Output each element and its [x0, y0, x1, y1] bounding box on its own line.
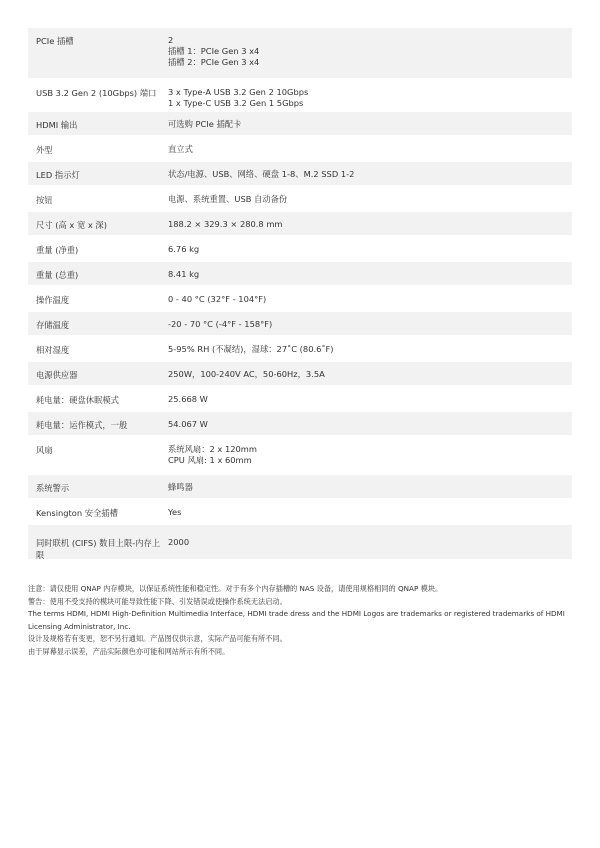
note-text: 注意：请仅使用 QNAP 内存模块，以保证系统性能和稳定性。对于有多个内存插槽的 NAS 设备，请使用规格相同的 QNAP 模块。: [28, 584, 443, 593]
spec-value: [168, 344, 572, 355]
spec-label: 重量 (总重): [36, 270, 79, 280]
spec-value-line: CPU 风扇: 1 x 60mm: [168, 455, 252, 465]
spec-value-line: 6.76 kg: [168, 244, 200, 254]
spec-value-line: 2000: [168, 537, 190, 547]
spec-label: 风扇: [36, 445, 53, 455]
spec-label: 同时联机 (CIFS) 数目上限-内存上限: [36, 538, 161, 560]
spec-row: [28, 28, 572, 80]
spec-value-line: 250W，100-240V AC，50-60Hz，3.5A: [168, 369, 325, 379]
spec-label: 相对湿度: [36, 345, 70, 355]
spec-row: [28, 80, 572, 112]
spec-value: [168, 319, 572, 330]
spec-row: [28, 500, 572, 525]
spec-value: [168, 394, 572, 405]
spec-row: [28, 287, 572, 312]
spec-value-line: 25.668 W: [168, 394, 208, 404]
spec-value: [168, 507, 572, 518]
spec-value-line: 0 - 40 °C (32°F - 104°F): [168, 294, 267, 304]
spec-value-line: 直立式: [168, 144, 193, 154]
spec-label: 系统警示: [36, 483, 70, 493]
spec-label: 外型: [36, 145, 53, 155]
spec-label: 重量 (净重): [36, 245, 79, 255]
spec-label: 耗电量：运作模式，一般: [36, 420, 128, 430]
spec-label: 电源供应器: [36, 370, 78, 380]
spec-value: [168, 35, 572, 68]
spec-value: [168, 194, 572, 205]
spec-value-line: -20 - 70 °C (-4°F - 158°F): [168, 319, 273, 329]
spec-row: [28, 412, 572, 437]
spec-row: [28, 475, 572, 500]
spec-row: [28, 337, 572, 362]
note-text: 警告：使用不受支持的模块可能导致性能下降、引发错误或使操作系统无法启动。: [28, 596, 287, 606]
spec-value-line: 188.2 × 329.3 × 280.8 mm: [168, 219, 283, 229]
spec-value: [168, 87, 572, 109]
spec-value-line: 状态/电源、USB、网络、硬盘 1-8、M.2 SSD 1-2: [168, 169, 355, 179]
spec-value-line: 1 x Type-C USB 3.2 Gen 1 5Gbps: [168, 98, 304, 108]
spec-label: Kensington 安全插槽: [36, 508, 118, 518]
spec-row: [28, 262, 572, 287]
spec-row: [28, 162, 572, 187]
spec-label: 按钮: [36, 195, 53, 205]
note-text: 设计及规格若有变更，恕不另行通知。产品图仅供示意，实际产品可能有所不同。: [28, 634, 287, 643]
spec-label: 存储温度: [36, 320, 70, 330]
spec-value: [168, 269, 572, 280]
spec-row: [28, 312, 572, 337]
spec-label: LED 指示灯: [36, 170, 80, 180]
spec-value-line: 可选购 PCIe 插配卡: [168, 119, 242, 129]
spec-label: PCIe 插槽: [36, 36, 74, 46]
spec-value: [168, 482, 572, 493]
spec-row: [28, 112, 572, 137]
spec-label: 耗电量：硬盘休眠模式: [36, 395, 119, 405]
note-text: 由于屏幕显示误差，产品实际颜色亦可能和网站所示有所不同。: [28, 646, 230, 656]
spec-value: [168, 219, 572, 230]
spec-value-line: 蜂鸣器: [168, 482, 193, 492]
spec-value: [168, 369, 572, 380]
spec-value-line: 2: [168, 35, 174, 45]
spec-label: 尺寸 (高 x 宽 x 深): [36, 220, 107, 230]
spec-row: [28, 525, 572, 561]
spec-label: 操作温度: [36, 295, 70, 305]
spec-value: [168, 294, 572, 305]
spec-value: [168, 419, 572, 430]
notes-section: [28, 583, 576, 658]
spec-row: [28, 212, 572, 237]
spec-value-line: 插槽 2：PCIe Gen 3 x4: [168, 57, 260, 67]
spec-value-line: 8.41 kg: [168, 269, 200, 279]
spec-row: [28, 362, 572, 387]
spec-value-line: 3 x Type-A USB 3.2 Gen 2 10Gbps: [168, 87, 309, 97]
spec-value: [168, 537, 572, 548]
spec-value-line: Yes: [168, 507, 182, 517]
spec-value: [168, 144, 572, 155]
spec-value: [168, 244, 572, 255]
spec-value-line: 54.067 W: [168, 419, 208, 429]
spec-row: [28, 137, 572, 162]
spec-value: [168, 119, 572, 130]
spec-value-line: 5-95% RH (不凝结)，湿球：27˚C (80.6˚F): [168, 344, 334, 354]
spec-value-line: 系统风扇：2 x 120mm: [168, 444, 257, 454]
spec-value: [168, 444, 572, 466]
spec-table: [28, 28, 572, 561]
spec-row: [28, 237, 572, 262]
spec-value-line: 插槽 1：PCIe Gen 3 x4: [168, 46, 260, 56]
spec-row: [28, 187, 572, 212]
spec-row: [28, 387, 572, 412]
spec-value-line: 电源、系统重置、USB 自动备份: [168, 194, 288, 204]
note-text: The terms HDMI, HDMI High-Definition Multimedia Interface, HDMI trade dress and the HDMI Logos are trademarks or registered trademarks of HDMI Licensing Administrator, Inc.: [28, 609, 565, 631]
spec-label: USB 3.2 Gen 2 (10Gbps) 端口: [36, 88, 157, 98]
spec-label: HDMI 输出: [36, 120, 78, 130]
spec-row: [28, 437, 572, 475]
spec-value: [168, 169, 572, 180]
